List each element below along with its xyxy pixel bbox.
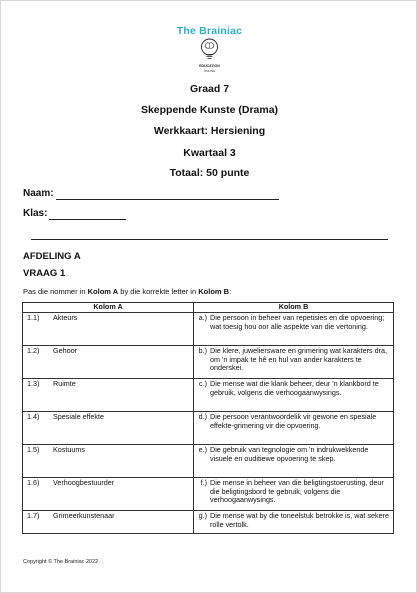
term-line: Kwartaal 3 [183, 147, 236, 159]
item-number: 1.6) [27, 478, 40, 487]
column-a-cell [23, 313, 194, 346]
table-row [23, 412, 394, 445]
column-a-cell [23, 346, 194, 379]
column-b-cell [194, 478, 394, 511]
table-row [23, 445, 394, 478]
logo-caption: EDUCATION [199, 64, 220, 68]
option-description: Die mense in beheer van die beligtingstoerusting, deur die beligtingsbord te gebruik, volgens die verhoogaanwysings. [210, 478, 384, 505]
item-number: 1.7) [27, 511, 40, 520]
class-label: Klas: [23, 208, 48, 219]
instruction: Pas die nommer in Kolom A by die korrekte letter in Kolom B: [23, 287, 232, 296]
column-a-cell [23, 412, 194, 445]
item-term: Ruimte [53, 379, 76, 388]
column-b-cell [194, 379, 394, 412]
name-label: Naam: [23, 188, 54, 199]
item-term: Akteurs [53, 313, 78, 322]
name-field[interactable] [56, 199, 279, 200]
table-row [23, 478, 394, 511]
total-line: Totaal: 50 punte [169, 167, 250, 179]
option-description: Die klere, juweliersware en grimering wat karakters dra, om 'n impak te hê en hul van ander karakters te onderskei. [210, 346, 387, 373]
item-term: Gehoor [53, 346, 77, 355]
item-number: 1.3) [27, 379, 40, 388]
item-term: Verhoogbestuurder [53, 478, 115, 487]
option-letter: f.) [200, 478, 207, 487]
column-b-cell [194, 511, 394, 534]
table-row [23, 511, 394, 534]
option-letter: c.) [199, 379, 207, 388]
item-number: 1.5) [27, 445, 40, 454]
option-letter: g.) [198, 511, 207, 520]
option-description: Die persoon in beheer van repetisies en die opvoering; wat toesig hou oor alle aspekte van die vertoning. [210, 313, 385, 331]
item-term: Kostuums [53, 445, 85, 454]
brand-name: The Brainiac [176, 25, 243, 37]
option-letter: e.) [198, 445, 207, 454]
column-a-cell [23, 445, 194, 478]
divider [31, 239, 388, 240]
option-description: Die gebruik van tegnologie om 'n indrukwekkende visuele en ouditiewe opvoering te skep. [210, 445, 369, 463]
column-b-cell [194, 313, 394, 346]
section-title: AFDELING A [23, 251, 81, 262]
subject-line: Skeppende Kunste (Drama) [140, 104, 279, 116]
option-letter: d.) [198, 412, 207, 421]
item-term: Spesiale effekte [53, 412, 105, 421]
column-b-header: Kolom B [194, 303, 394, 313]
table-row [23, 346, 394, 379]
option-description: Die mense wat by die toneelstuk betrokke is, wat sekere rolle vertolk. [210, 511, 389, 529]
worksheet-line: Werkkaart: Hersiening [153, 125, 266, 137]
class-field[interactable] [49, 219, 126, 220]
column-a-cell [23, 379, 194, 412]
table-row [23, 313, 394, 346]
column-a-header: Kolom A [23, 303, 194, 313]
table-header-row [23, 303, 394, 313]
logo-caption-2: ONLINE [203, 69, 216, 73]
table-row [23, 379, 394, 412]
option-description: Die mense wat die klank beheer, deur 'n klankbord te gebruik, volgens die verhoogaanwysings. [210, 379, 379, 397]
item-number: 1.4) [27, 412, 40, 421]
option-letter: b.) [198, 346, 207, 355]
question-title: VRAAG 1 [23, 268, 66, 279]
option-description: Die persoon verantwoordelik vir gewone en spesiale effekte-grimering vir die opvoering. [210, 412, 377, 430]
grade-line: Graad 7 [189, 83, 230, 95]
item-number: 1.1) [27, 313, 40, 322]
column-a-cell [23, 478, 194, 511]
matching-table [22, 302, 394, 534]
item-term: Grimeerkunstenaar [53, 511, 115, 520]
copyright: Copyright © The Brainiac 2022 [23, 559, 99, 565]
column-b-cell [194, 346, 394, 379]
column-b-cell [194, 445, 394, 478]
option-letter: a.) [198, 313, 207, 322]
column-b-cell [194, 412, 394, 445]
column-a-cell [23, 511, 194, 534]
item-number: 1.2) [27, 346, 40, 355]
